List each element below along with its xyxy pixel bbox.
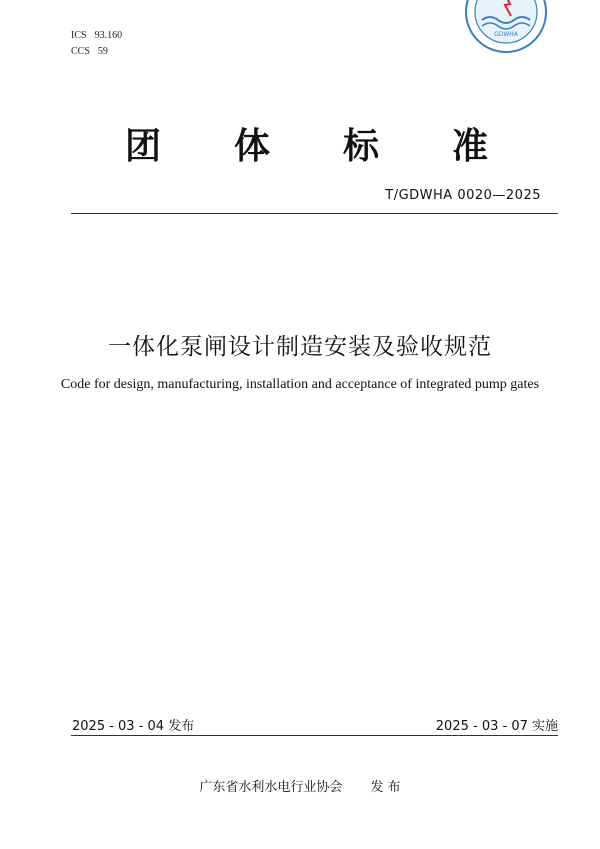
issuer-org: 广东省水利水电行业协会 [199,780,343,795]
issuer-action: 发 布 [370,780,401,795]
title-chinese: 一体化泵闸设计制造安装及验收规范 [108,334,492,360]
publish-date: 2025 - 03 - 04 发布 [72,719,195,734]
ics-code: ICS 93.160 [71,30,123,41]
logo-text: GDWHA [494,31,518,38]
heading-char: 准 [452,126,489,167]
document-type-heading [0,118,600,168]
title-english: Code for design, manufacturing, installation and acceptance of integrated pump gates [60,377,540,392]
standard-number: T/GDWHA 0020—2025 [385,188,541,203]
ccs-code: CCS 59 [71,46,108,57]
implement-date: 2025 - 03 - 07 实施 [435,719,558,734]
issuer [0,776,600,795]
heading-char: 团 [125,126,162,167]
heading-char: 体 [234,126,271,167]
association-logo [464,0,548,54]
bottom-divider [71,735,558,736]
heading-char: 标 [343,126,380,167]
top-divider [71,213,558,214]
classification-codes [71,28,122,60]
